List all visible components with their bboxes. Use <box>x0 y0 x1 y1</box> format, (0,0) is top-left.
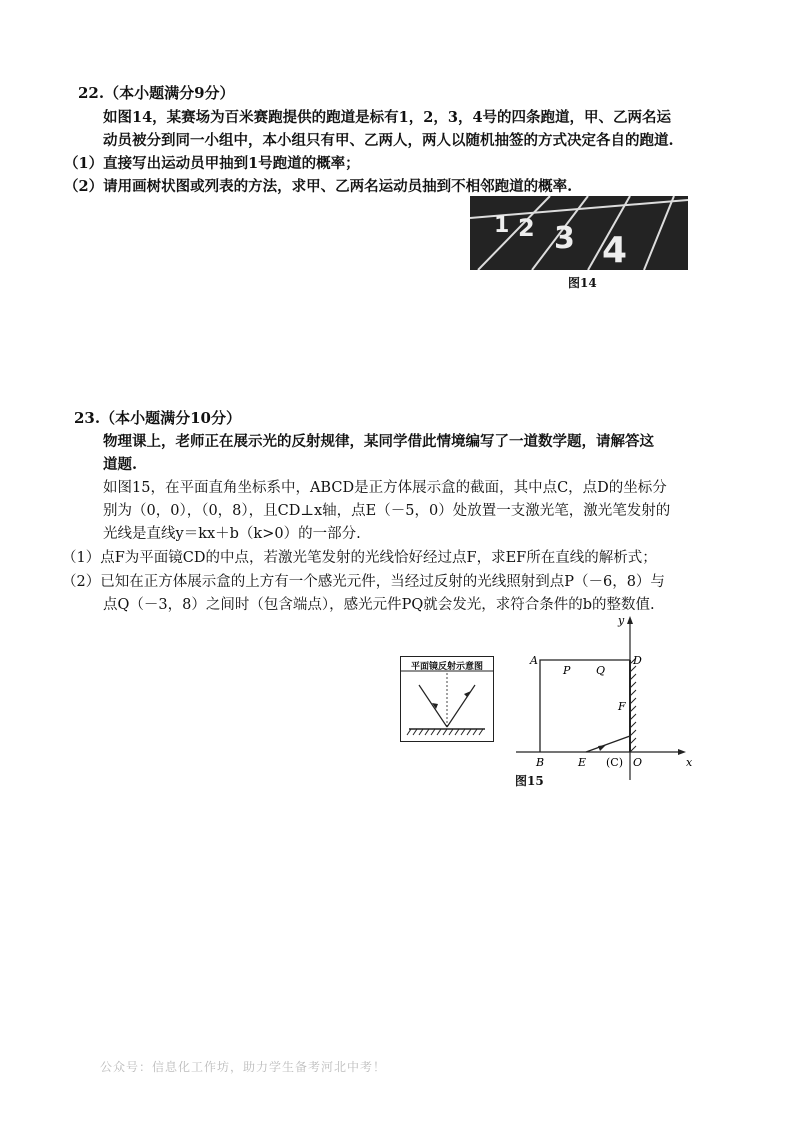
q22-part-2: （2）请用画树状图或列表的方法，求甲、乙两名运动员抽到不相邻跑道的概率. <box>64 178 573 195</box>
lane-number-3: 3 <box>554 221 575 256</box>
lane-number-2: 2 <box>518 214 535 242</box>
figure-15 <box>510 612 700 782</box>
label-y: y <box>618 614 625 627</box>
label-O: O <box>633 756 643 769</box>
mirror-reflection-inset <box>400 656 494 742</box>
lane-number-1: 1 <box>494 213 510 238</box>
square-abcd <box>540 660 630 752</box>
laser-ray <box>586 736 630 752</box>
label-x: x <box>686 756 693 769</box>
coordinate-figure <box>510 612 700 782</box>
figure-15-caption: 图15 <box>515 774 544 788</box>
q23-stem-line-1: 物理课上，老师正在展示光的反射规律，某同学借此情境编写了一道数学题，请解答这 <box>103 433 654 450</box>
label-P: P <box>563 664 571 677</box>
q23-part-2-line-1: （2）已知在正方体展示盒的上方有一个感光元件，当经过反射的光线照射到点P（－6，8）与 <box>62 574 665 590</box>
footer-note: 公众号：信息化工作坊，助力学生备考河北中考！ <box>100 1060 387 1074</box>
label-C: (C) <box>606 756 623 769</box>
label-Q: Q <box>596 664 606 677</box>
inset-title: 平面镜反射示意图 <box>410 662 483 672</box>
q22-part-1: （1）直接写出运动员甲抽到1号跑道的概率； <box>64 155 360 172</box>
q23-stem-line-3: 如图15，在平面直角坐标系中，ABCD是正方体展示盒的截面，其中点C，点D的坐标分 <box>103 480 667 496</box>
q23-stem-line-2: 道题. <box>103 456 138 473</box>
q22-heading: 22.（本小题满分9分） <box>78 84 235 102</box>
lane-number-4: 4 <box>602 230 628 270</box>
running-track-photo <box>470 196 688 270</box>
q23-heading: 23.（本小题满分10分） <box>74 409 241 427</box>
label-B: B <box>536 756 545 769</box>
q23-stem-line-5: 光线是直线y＝kx＋b（k>0）的一部分. <box>103 526 361 542</box>
figure-14-caption: 图14 <box>568 276 597 290</box>
label-A: A <box>530 654 538 667</box>
label-E: E <box>578 756 587 769</box>
q22-stem-line-2: 动员被分到同一小组中，本小组只有甲、乙两人，两人以随机抽签的方式决定各自的跑道. <box>103 132 674 149</box>
q23-part-1: （1）点F为平面镜CD的中点，若激光笔发射的光线恰好经过点F，求EF所在直线的解析式； <box>62 550 657 566</box>
q22-stem-line-1: 如图14，某赛场为百米赛跑提供的跑道是标有1，2，3，4号的四条跑道，甲、乙两名运 <box>103 109 672 126</box>
q23-part-2-line-2: 点Q（－3，8）之间时（包含端点），感光元件PQ就会发光，求符合条件的b的整数值. <box>103 597 655 613</box>
mirror-reflection-graphic <box>401 657 493 741</box>
label-F: F <box>618 700 626 713</box>
label-D: D <box>633 654 642 667</box>
running-track-graphic <box>470 196 688 270</box>
q23-stem-line-4: 别为（0，0），（0，8），且CD⊥x轴，点E（－5，0）处放置一支激光笔，激光笔发射的 <box>103 503 671 519</box>
